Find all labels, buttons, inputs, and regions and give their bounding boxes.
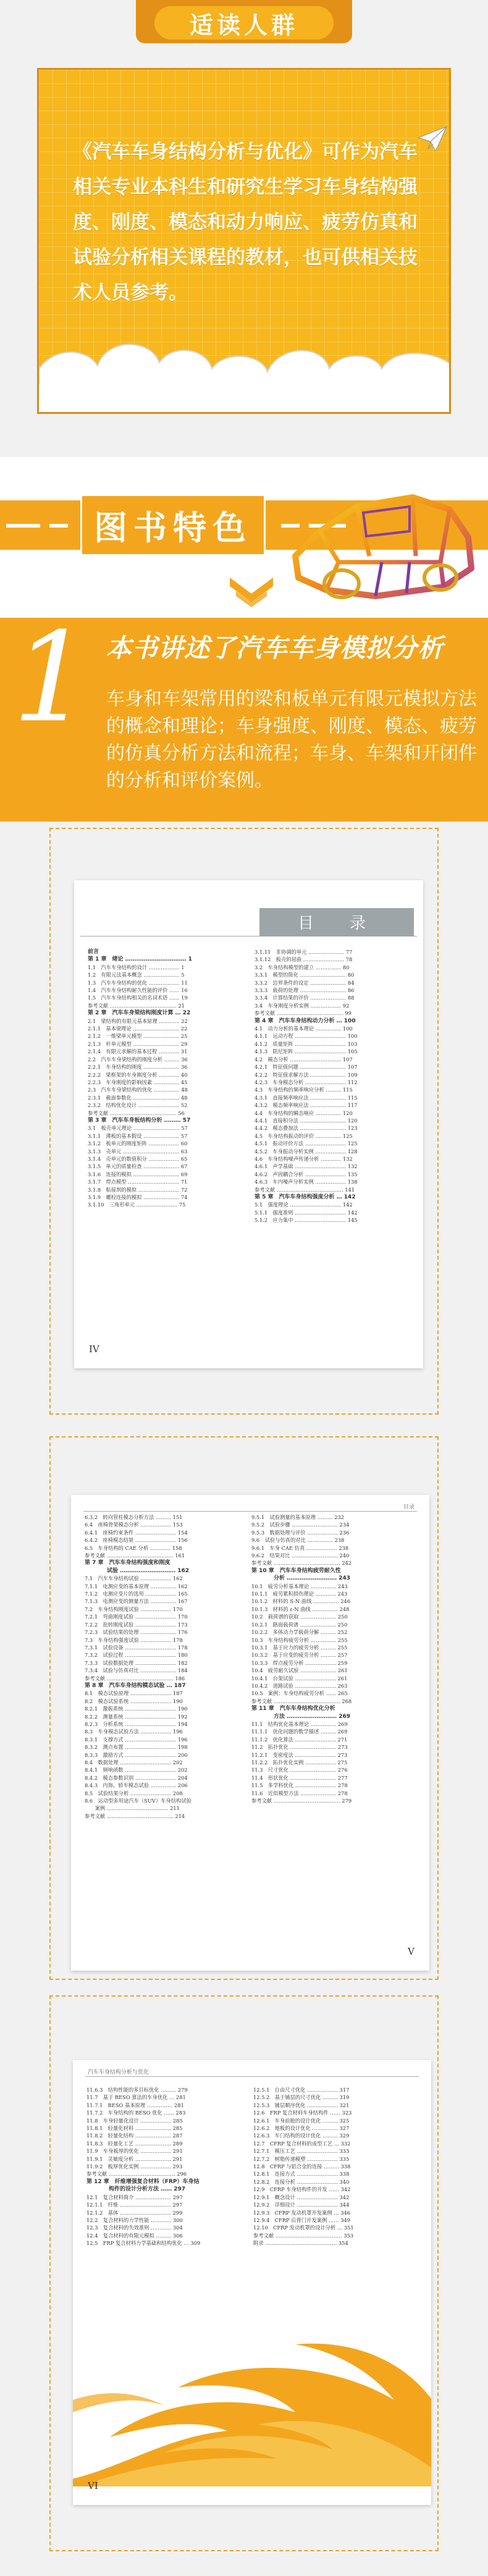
toc-entry: 5.1 强度理论 ………………………… 142 — [255, 1202, 353, 1208]
toc-entry: 8.3.2 测点布置 ………………………… 198 — [85, 1744, 188, 1751]
toc-entry: 7.2.3 试验结果的处理 ………………… 176 — [85, 1629, 188, 1636]
toc-entry: 11.7 基于 BESO 算法的车身优化 … 281 — [86, 2094, 186, 2101]
toc-entry: 12.9.4 CFRP 后背门开发案例 …… 349 — [253, 2216, 351, 2223]
toc-entry: 4.1.2 质量矩阵 ………………………… 103 — [255, 1040, 358, 1047]
toc-entry: 8.4.1 频响函数 ………………………… 202 — [85, 1767, 188, 1774]
toc-entry: 4.3 车身结构的频率响应分析 ……… 115 — [255, 1087, 353, 1093]
toc-entry: 4.6.3 车内噪声分析实例 ……………… 138 — [255, 1179, 358, 1185]
feature-number: 1 — [12, 606, 91, 750]
toc-entry: 3.1.12 板壳的屈曲 …………………… 78 — [255, 956, 353, 963]
divider — [83, 1511, 417, 1512]
toc-entry: 8.4.2 模态参数识别 …………………… 204 — [85, 1774, 188, 1781]
toc-entry: 12.6.3 车门结构的设计优化 ……… 329 — [253, 2132, 350, 2139]
toc-entry: 4.3.1 直接频率响应法 ………………… 115 — [255, 1094, 358, 1101]
toc-entry: 附录 …………………………………… 354 — [253, 2240, 348, 2247]
toc-entry: 7.2.1 弯曲刚度试验 …………………… 170 — [85, 1614, 188, 1620]
toc-entry: 11.6.3 结构性能的多目标优化 ……… 279 — [86, 2087, 188, 2093]
toc-entry: 10.4 疲劳耐久试验 ………………… 261 — [251, 1667, 348, 1674]
toc-entry: 前言 — [88, 949, 99, 955]
feature-point-1 — [0, 606, 488, 822]
toc-entry: 8.3 车身模态试验方法 ……………… 196 — [85, 1728, 183, 1735]
toc-entry: 9.5.3 数据处理与评价 ……………… 236 — [251, 1529, 350, 1536]
toc-entry: 3.1.10 三角形单元 …………………… 75 — [88, 1202, 186, 1208]
toc-entry: 4.3.2 模态频率响应法 ………………… 117 — [255, 1102, 358, 1109]
toc-entry: 10.1 疲劳分析基本理论 …………… 243 — [251, 1583, 348, 1589]
running-header: 汽车车身结构分析与优化 — [88, 2069, 149, 2076]
toc-entry: 11.7.1 BESO 基本原理 …………… 281 — [86, 2102, 184, 2108]
toc-entry: 8.2.2 测量系统 ………………………… 192 — [85, 1713, 188, 1720]
toc-entry: 参考文献 ………………………………… 279 — [251, 1798, 352, 1804]
toc-entry: 12.7 CFRP 复合材料的成型工艺 … 332 — [253, 2140, 351, 2147]
toc-entry: 第 5 章 汽车车身结构强度分析 … 142 — [255, 1194, 356, 1200]
toc-entry: 3.3.3 载荷的处理 ……………………… 86 — [255, 987, 355, 994]
toc-entry: 参考文献 ………………………………… 353 — [253, 2232, 354, 2239]
toc-entry: 第 4 章 汽车车身结构动力分析 … 100 — [255, 1017, 356, 1024]
toc-entry: 10.5 案例：车身结构疲劳分析 …… 265 — [251, 1690, 348, 1697]
toc-right-column — [253, 2086, 408, 2247]
toc-entry: 6.3.2 转向管柱模态分析方法 ……… 151 — [85, 1514, 183, 1520]
toc-entry: 8.3.1 支撑方式 ………………………… 196 — [85, 1736, 188, 1743]
toc-right-column — [255, 948, 409, 1224]
audience-description: 《汽车车身结构分析与优化》可作为汽车相关专业本科生和研究生学习车身结构强度、刚度、模态和动力响应、疲劳仿真和试验分析相关课程的教材，也可供相关技术人员参考。 — [73, 141, 418, 304]
toc-entry: 参考文献 ………………………………… 214 — [85, 1812, 185, 1819]
audience-title: 适读人群 — [189, 11, 298, 39]
toc-entry: 4.1.1 运动方程 ………………………… 100 — [255, 1033, 358, 1040]
toc-entry: 11.2 拓扑优化 ……………………… 273 — [251, 1744, 348, 1751]
toc-entry: 6.4.1 座椅约束条件 …………………… 154 — [85, 1529, 188, 1536]
toc-entry: 案例 ……………………………… 211 — [85, 1805, 180, 1812]
toc-entry: 12.5 FRP 复合材料力学基础和结构优化 … 309 — [86, 2240, 201, 2247]
page-number: V — [408, 1946, 414, 1957]
feature-heading: 本书讲述了汽车车身模拟分析 — [106, 633, 444, 663]
toc-entry: 2.3.2 结构优化设计 …………………… 52 — [88, 1102, 188, 1109]
toc-entry: 3.3.2 边界条件的设定 ………………… 84 — [255, 979, 355, 986]
toc-entry: 4.5.2 车身振动分析实例 ……………… 128 — [255, 1148, 358, 1155]
toc-entry: 12.6.2 地板的设计优化 …………… 327 — [253, 2125, 350, 2132]
divider — [80, 936, 417, 937]
toc-entry: 3.2 车身结构模型的建立 …………… 80 — [255, 964, 350, 970]
toc-entry: 12.6 FRP 复合材料车身结构件 …… 323 — [253, 2110, 352, 2116]
toc-entry: 第 11 章 汽车车身结构优化分析 — [251, 1706, 335, 1712]
toc-entry: 11.6 近似模型方法 ………………… 278 — [251, 1790, 348, 1796]
toc-entry: 1.1 汽车车身结构的设计 ……………… 1 — [88, 964, 185, 970]
car-body-image — [283, 463, 481, 612]
toc-entry: 1.3 汽车车身结构的优化 ……………… 11 — [88, 979, 188, 986]
toc-columns — [88, 948, 409, 1224]
toc-entry: 9.6.1 车身 CAE 仿真 ……………… 238 — [251, 1544, 349, 1551]
page-number: IV — [89, 1344, 99, 1355]
toc-entry: 3.1 板壳单元理论 ……………………… 57 — [88, 1125, 188, 1132]
toc-entry: 10.4.2 道路试验 …………………… 263 — [251, 1682, 348, 1689]
toc-entry: 10.2.2 多体动力学载荷分解 ……… 252 — [251, 1629, 348, 1636]
running-header: 目录 — [403, 1504, 414, 1510]
divider — [85, 2076, 419, 2077]
toc-columns — [86, 2086, 408, 2247]
flame-decoration — [73, 2326, 431, 2486]
toc-entry: 3.1.5 单元的质量检查 ………………… 67 — [88, 1163, 188, 1170]
toc-entry: 7.3.1 试验设备 ………………………… 178 — [85, 1644, 188, 1651]
features-title-box — [80, 494, 266, 556]
feature-description: 车身和车架常用的梁和板单元有限元模拟方法的概念和理论；车身强度、刚度、模态、疲劳的仿真分析方法和流程；车身、车架和开闭件的分析和评价案例。 — [106, 688, 477, 791]
toc-entry: 7.3.2 试验过程 ………………………… 180 — [85, 1652, 188, 1659]
toc-entry: 3.1.1 薄板的基本假设 ………………… 57 — [88, 1132, 188, 1139]
toc-entry: 12.1.2 基体 ………………………… 299 — [86, 2209, 183, 2216]
toc-entry: 2.3 汽车车身梁结构的优化 …………… 48 — [88, 1087, 188, 1093]
toc-entry: 10.2.1 路面载荷谱 ………………… 250 — [251, 1621, 348, 1628]
toc-entry: 4.5.1 振动评价方法 …………………… 125 — [255, 1140, 358, 1147]
toc-columns — [85, 1513, 406, 1820]
toc-entry: 3.3.4 计算结果的评价 ………………… 88 — [255, 995, 355, 1001]
toc-entry: 12.8.2 连接分析 …………………… 340 — [253, 2178, 350, 2185]
band-dash — [49, 524, 68, 528]
toc-entry: 8.2 模态试验系统 …………………… 190 — [85, 1698, 183, 1704]
toc-entry: 3.1.8 粘接剂的模拟 …………………… 72 — [88, 1186, 188, 1193]
toc-entry: 10.3.1 基于应力的疲劳分析 ……… 255 — [251, 1644, 348, 1651]
toc-entry: 3.1.3 壳单元 …………………………… 63 — [88, 1148, 188, 1155]
toc-entry: 6.4 座椅骨架模态分析 ……………… 153 — [85, 1522, 183, 1528]
toc-heading-banner — [259, 908, 414, 936]
toc-entry: 2.2.2 梁框架的车身刚度分析 ………… 40 — [88, 1071, 188, 1078]
toc-entry: 7.3.4 试验与仿真对比 ………………… 184 — [85, 1667, 188, 1674]
toc-entry: 3.1.7 焊点模型 ………………………… 71 — [88, 1179, 188, 1185]
toc-entry: 分析 ……………………… 243 — [251, 1575, 351, 1582]
toc-entry: 10.1.1 疲劳累积损伤理论 ………… 243 — [251, 1591, 348, 1597]
toc-entry: 8.6 运动型多用途汽车（SUV）车身结构试验 — [85, 1798, 191, 1804]
toc-entry: 7.3 车身结构强度试验 ……………… 178 — [85, 1636, 183, 1643]
toc-entry: 3.1.4 壳单元的数值积分 ……………… 65 — [88, 1155, 188, 1162]
toc-entry: 第 2 章 汽车车身梁结构刚度计算 … 22 — [88, 1010, 191, 1017]
toc-entry: 11.1 结构优化基本理论 …………… 269 — [251, 1720, 348, 1727]
audience-card — [37, 68, 451, 414]
toc-entry: 12.1.1 纤维 ………………………… 297 — [86, 2202, 183, 2208]
toc-entry: 4.4.1 直接积分法 ……………………… 120 — [255, 1117, 358, 1124]
toc-entry: 参考文献 ………………………………… 186 — [85, 1675, 185, 1682]
toc-entry: 2.3.1 截面参数化 ……………………… 48 — [88, 1094, 188, 1101]
toc-entry: 4.4.2 模态叠加法 ……………………… 123 — [255, 1125, 358, 1132]
toc-entry: 12.7.2 树脂传递模塑 ……………… 335 — [253, 2155, 350, 2162]
toc-entry: 2.2 汽车车身梁结构的刚度分析 ……… 36 — [88, 1056, 188, 1063]
toc-entry: 9.5.2 试验步骤 ……………………… 234 — [251, 1522, 350, 1528]
toc-entry: 12.5.3 铺层顺序优化 ……………… 321 — [253, 2102, 350, 2108]
toc-entry: 3.1.11 非协调的单元 ………………… 77 — [255, 949, 353, 955]
toc-entry: 10.1.2 材料的 S-N 曲线 …………… 246 — [251, 1598, 351, 1605]
toc-entry: 12.8.1 连接方式 …………………… 338 — [253, 2171, 350, 2178]
toc-entry: 4.5 车身结构振动的评价 …………… 125 — [255, 1132, 353, 1139]
toc-entry: 参考文献 ………………………………… 99 — [255, 1010, 351, 1017]
toc-entry: 10.3.2 基于应变的疲劳分析 ……… 257 — [251, 1652, 348, 1659]
toc-entry: 试验 ………………………… 162 — [85, 1567, 190, 1574]
toc-right-column — [251, 1513, 406, 1820]
toc-entry: 12.10 CFRP 发动机罩的设计分析 … 351 — [253, 2225, 354, 2231]
toc-entry: 4.6 车身结构噪声传递分析 ………… 132 — [255, 1155, 353, 1162]
toc-entry: 10.4.1 台架试验 …………………… 261 — [251, 1675, 348, 1682]
toc-entry: 12.7.1 模压工艺 …………………… 333 — [253, 2148, 350, 2155]
toc-entry: 9.6.2 结果对比 ……………………… 240 — [251, 1552, 350, 1559]
toc-entry: 第 3 章 汽车车身板结构分析 ……… 57 — [88, 1117, 191, 1124]
toc-entry: 7.1.3 电测应变的测量方法 …………… 167 — [85, 1598, 188, 1605]
toc-entry: 11.2.2 拓扑优化实例 ……………… 275 — [251, 1759, 348, 1766]
audience-section — [0, 0, 488, 457]
toc-entry: 11.3 尺寸优化 ……………………… 276 — [251, 1767, 348, 1774]
toc-entry: 10.3 车身结构疲劳分析 …………… 255 — [251, 1636, 348, 1643]
toc-entry: 10.1.3 材料的 ε-N 曲线 …………… 248 — [251, 1606, 350, 1612]
toc-entry: 5.1.1 强度准则 ………………………… 142 — [255, 1209, 358, 1216]
toc-entry: 4.6.1 声学基础 ………………………… 132 — [255, 1163, 358, 1170]
toc-section — [0, 822, 488, 2576]
toc-left-column — [88, 948, 242, 1224]
toc-entry: 11.5 多学科优化 …………………… 278 — [251, 1782, 348, 1789]
toc-entry: 11.1.2 优化算法 …………………… 271 — [251, 1736, 348, 1743]
toc-entry: 参考文献 ………………………………… 161 — [85, 1552, 185, 1559]
audience-title-pill — [154, 6, 334, 40]
toc-entry: 第 7 章 汽车车身结构强度和刚度 — [85, 1560, 170, 1567]
toc-entry: 2.1.2 一维梁单元模型 ………………… 25 — [88, 1033, 188, 1040]
toc-entry: 构件的设计分析方法 …… 297 — [86, 2186, 186, 2193]
toc-entry: 参考文献 ………………………………… 56 — [88, 1109, 185, 1116]
toc-entry: 11.9.2 板厚优化实例 ……………… 293 — [86, 2163, 183, 2170]
toc-entry: 方法 ……………………… 269 — [251, 1713, 351, 1720]
toc-entry: 4.2.3 车身模态分析 …………………… 112 — [255, 1079, 358, 1085]
toc-entry: 12.9.2 详细设计 …………………… 344 — [253, 2202, 350, 2208]
toc-entry: 8.2.3 分析系统 ………………………… 194 — [85, 1720, 188, 1727]
toc-entry: 12.1 复合材料简介 ………………… 297 — [86, 2194, 183, 2200]
toc-entry: 11.4 形状优化 ……………………… 277 — [251, 1774, 348, 1781]
toc-entry: 10.3.3 焊点疲劳分析 ……………… 259 — [251, 1659, 348, 1666]
toc-left-column — [85, 1513, 239, 1820]
toc-entry: 2.1 梁结构的有限元基本原理 ………… 22 — [88, 1017, 188, 1024]
toc-entry: 11.1.1 优化问题的数学描述 ……… 269 — [251, 1728, 348, 1735]
toc-entry: 7.1 汽车车身结构试验 ……………… 162 — [85, 1575, 183, 1582]
page-number: VI — [88, 2480, 98, 2491]
toc-entry: 4.6.2 声固耦合分析 …………………… 135 — [255, 1171, 358, 1177]
toc-heading: 目 录 — [297, 914, 376, 933]
toc-entry: 12.2 复合材料的力学性能 ………… 300 — [86, 2216, 183, 2223]
toc-entry: 2.1.3 杆单元模型 ……………………… 29 — [88, 1040, 188, 1047]
toc-entry: 12.6.1 车身前舱的设计优化 ……… 325 — [253, 2117, 350, 2124]
chevron-down-icon — [230, 578, 273, 608]
toc-entry: 7.1.1 电测应变的基本原理 …………… 162 — [85, 1583, 188, 1589]
toc-entry: 第 1 章 绪论 …………………………… 1 — [88, 956, 193, 963]
toc-entry: 6.4.2 座椅模态结果 …………………… 156 — [85, 1537, 188, 1544]
toc-entry: 12.5.1 自由尺寸优化 ……………… 317 — [253, 2087, 350, 2093]
toc-entry: 参考文献 ………………………………… 242 — [251, 1560, 352, 1567]
toc-entry: 10.2 载荷谱的获取 ………………… 250 — [251, 1614, 348, 1620]
toc-entry: 12.9 CFRP 车身结构件的开发 …… 342 — [253, 2186, 351, 2193]
toc-entry: 4.1.3 阻尼矩阵 ………………………… 105 — [255, 1048, 358, 1055]
toc-entry: 8.3.3 激励方式 ………………………… 200 — [85, 1751, 188, 1758]
toc-entry: 第 8 章 汽车车身结构模态试验 … 187 — [85, 1682, 186, 1689]
toc-entry: 3.4 车身刚度分析实例 ……………… 92 — [255, 1002, 350, 1009]
toc-entry: 11.7.2 车身结构的 BESO 优化 …… 283 — [86, 2110, 186, 2116]
toc-entry: 1.5 汽车车身结构相关的名词术语 …… 19 — [88, 995, 188, 1001]
toc-entry: 4.4 车身结构的瞬态响应 …………… 120 — [255, 1109, 353, 1116]
toc-entry: 7.2 车身结构刚度试验 ……………… 170 — [85, 1606, 183, 1612]
toc-entry: 4.1 动力分析的基本理论 …………… 100 — [255, 1025, 353, 1032]
toc-entry: 11.8 车身轻量化设计 ……………… 285 — [86, 2117, 183, 2124]
toc-entry: 2.2.1 车身结构的刚度 ………………… 36 — [88, 1064, 188, 1071]
toc-entry: 4.2.1 特征值问题 ……………………… 107 — [255, 1064, 358, 1071]
toc-entry: 2.2.3 车身刚度的影响因素 …………… 45 — [88, 1079, 188, 1085]
toc-page-3 — [73, 2060, 431, 2505]
toc-entry: 第 10 章 汽车车身结构疲劳耐久性 — [251, 1567, 341, 1574]
toc-entry: 3.1.2 板单元的刚度矩阵 ……………… 60 — [88, 1140, 188, 1147]
toc-entry: 4.2.2 特征值求解方法 ………………… 109 — [255, 1071, 358, 1078]
toc-entry: 1.2 有限元法基本概念 ………………… 5 — [88, 972, 185, 979]
toc-entry: 2.1.4 有限元求解的基本过程 ………… 31 — [88, 1048, 188, 1055]
toc-entry: 12.9.1 概念设计 …………………… 342 — [253, 2194, 350, 2200]
toc-entry: 11.8.2 轻量化结构 ………………… 287 — [86, 2132, 183, 2139]
toc-entry: 9.6 试验与仿真的对比 …………… 238 — [251, 1537, 345, 1544]
toc-entry: 5.1.2 应力集中 ………………………… 145 — [255, 1217, 358, 1224]
toc-entry: 第 12 章 纤维增强复合材料（FRP）车身结 — [86, 2178, 200, 2185]
toc-entry: 12.3 复合材料的失效准则 ………… 304 — [86, 2225, 183, 2231]
toc-entry: 11.9 车身板厚的优化 ……………… 291 — [86, 2148, 183, 2155]
toc-entry: 8.4.3 内饰、轿车模态试验 …………… 206 — [85, 1782, 188, 1789]
toc-entry: 7.1.2 电测应变片的选用 ……………… 165 — [85, 1591, 188, 1597]
toc-entry: 8.2.1 激振系统 ………………………… 190 — [85, 1706, 188, 1712]
toc-entry: 12.8 CFRP 与铝合金的连接 ……… 338 — [253, 2163, 351, 2170]
toc-entry: 11.2.1 变密度法 …………………… 273 — [251, 1751, 348, 1758]
toc-left-column — [86, 2086, 241, 2247]
toc-entry: 11.8.1 轻量化材料 ………………… 285 — [86, 2125, 183, 2132]
toc-entry: 11.8.3 轻量化工艺 ………………… 289 — [86, 2140, 183, 2147]
toc-entry: 8.5 试验结果分析 …………………… 208 — [85, 1790, 183, 1796]
toc-entry: 参考文献 ………………………………… 296 — [86, 2171, 187, 2178]
toc-entry: 3.1.9 螺栓连接的模拟 ………………… 74 — [88, 1194, 188, 1200]
toc-entry: 4.2 模态分析 ………………………… 107 — [255, 1056, 353, 1063]
toc-entry: 12.5.2 基于铺层的尺寸优化 ……… 319 — [253, 2094, 350, 2101]
toc-entry: 7.2.2 扭转刚度试验 …………………… 173 — [85, 1621, 188, 1628]
toc-entry: 2.1.1 基本梁理论 ……………………… 22 — [88, 1025, 188, 1032]
toc-entry: 1.4 汽车车身结构耐久性能的评价 …… 16 — [88, 987, 188, 994]
toc-entry: 11.9.1 灵敏度分析 ………………… 291 — [86, 2155, 183, 2162]
toc-entry: 参考文献 ………………………………… 141 — [255, 1186, 355, 1193]
features-title: 图书特色 — [94, 508, 252, 547]
toc-entry: 6.5 车身结构的 CAE 分析 ………… 158 — [85, 1544, 182, 1551]
toc-entry: 7.3.3 试验数据处理 …………………… 182 — [85, 1659, 188, 1666]
toc-entry: 9.5.1 试验测量的基本原理 ……… 232 — [251, 1514, 345, 1520]
toc-entry: 参考文献 ………………………………… 21 — [88, 1002, 185, 1009]
toc-entry: 8.4 数据处理 ………………………… 202 — [85, 1759, 183, 1766]
toc-entry: 3.3.1 模型的简化 ……………………… 80 — [255, 972, 355, 979]
toc-entry: 12.4 复合材料的有限元模拟 ……… 306 — [86, 2232, 183, 2239]
toc-entry: 3.1.6 连接的模拟 ……………………… 69 — [88, 1171, 188, 1177]
toc-page-1 — [74, 880, 423, 1368]
band-dash — [6, 524, 40, 528]
cloud-decoration — [39, 301, 451, 412]
toc-entry: 参考文献 ………………………………… 268 — [251, 1698, 352, 1704]
toc-page-2 — [71, 1495, 429, 1971]
toc-entry: 8.1 模态试验原理 …………………… 187 — [85, 1690, 183, 1697]
toc-entry: 12.9.3 CFRP 发动机罩开发案例 … 346 — [253, 2209, 351, 2216]
